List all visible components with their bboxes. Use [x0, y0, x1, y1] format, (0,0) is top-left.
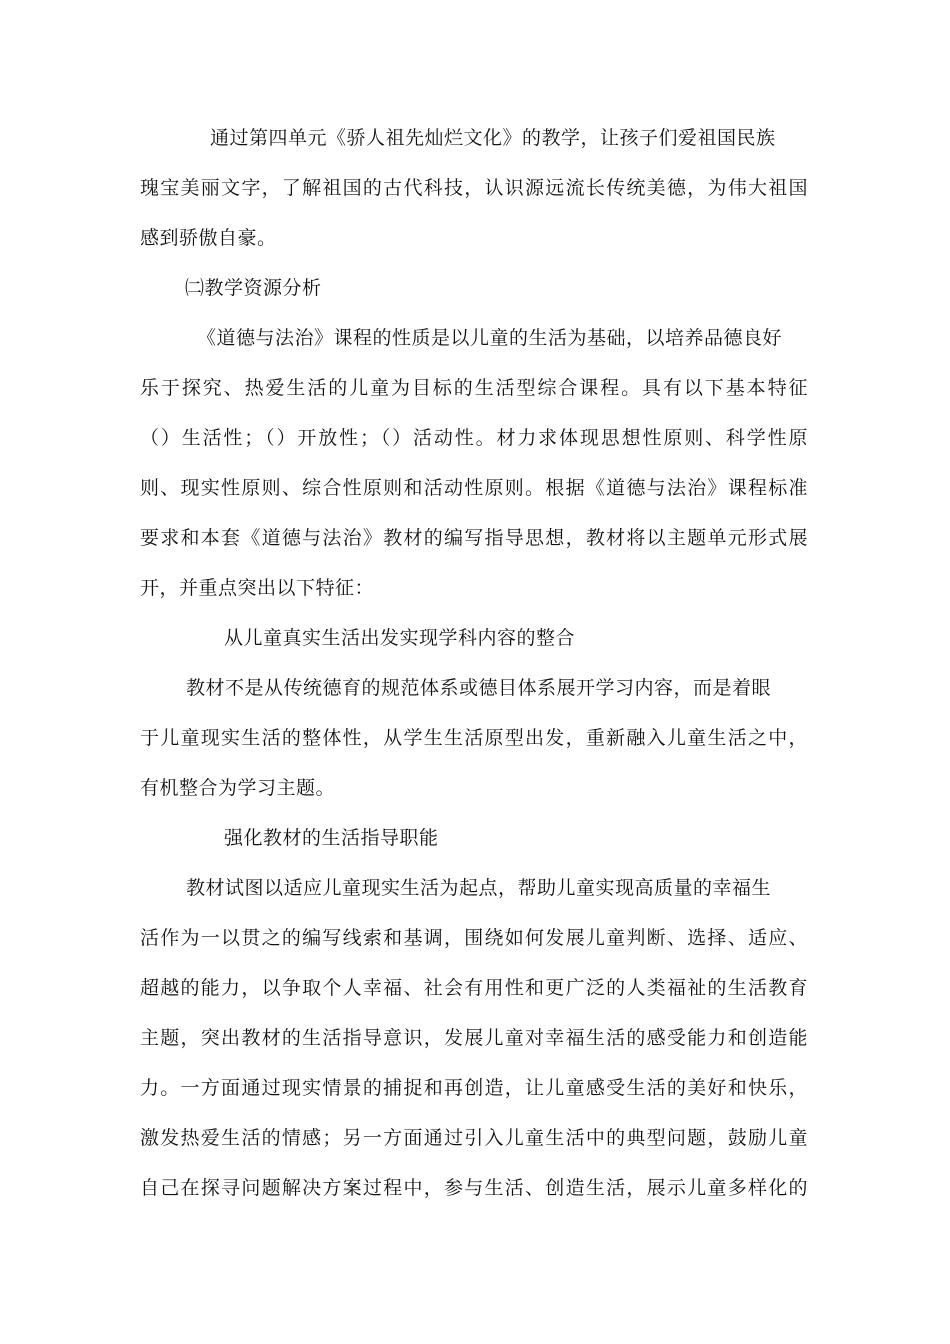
- paragraph-line: 乐于探究、热爱生活的儿童为目标的生活型综合课程。具有以下基本特征: [140, 377, 808, 399]
- paragraph-line: 力。一方面通过现实情景的捕捉和再创造，让儿童感受生活的美好和快乐，: [140, 1077, 808, 1099]
- paragraph-line: 瑰宝美丽文字，了解祖国的古代科技，认识源远流长传统美德，为伟大祖国: [140, 177, 808, 199]
- paragraph-line: 于儿童现实生活的整体性，从学生生活原型出发，重新融入儿童生活之中，: [140, 727, 808, 749]
- paragraph-line: 活作为一以贯之的编写线索和基调，围绕如何发展儿童判断、选择、适应、: [140, 927, 808, 949]
- section-heading: ㈡教学资源分析: [185, 277, 322, 299]
- subsection-heading: 强化教材的生活指导职能: [224, 827, 439, 849]
- paragraph-line: 则、现实性原则、综合性原则和活动性原则。根据《道德与法治》课程标准: [140, 477, 808, 499]
- paragraph-line: （）生活性；（）开放性；（）活动性。材力求体现思想性原则、科学性原: [140, 427, 808, 449]
- paragraph-line: 教材试图以适应儿童现实生活为起点，帮助儿童实现高质量的幸福生: [186, 877, 772, 899]
- paragraph-line: 通过第四单元《骄人祖先灿烂文化》的教学，让孩子们爱祖国民族: [210, 127, 776, 149]
- paragraph-line: 开，并重点突出以下特征：: [140, 577, 375, 599]
- paragraph-line: 自己在探寻问题解决方案过程中，参与生活、创造生活，展示儿童多样化的: [140, 1177, 808, 1199]
- subsection-heading: 从儿童真实生活出发实现学科内容的整合: [224, 627, 576, 649]
- paragraph-line: 教材不是从传统德育的规范体系或德目体系展开学习内容，而是着眼: [186, 677, 772, 699]
- paragraph-line: 主题，突出教材的生活指导意识，发展儿童对幸福生活的感受能力和创造能: [140, 1027, 808, 1049]
- paragraph-line: 有机整合为学习主题。: [140, 777, 336, 799]
- paragraph-line: 《道德与法治》课程的性质是以儿童的生活为基础，以培养品德良好: [197, 327, 783, 349]
- paragraph-line: 超越的能力，以争取个人幸福、社会有用性和更广泛的人类福祉的生活教育: [140, 977, 808, 999]
- paragraph-line: 激发热爱生活的情感；另一方面通过引入儿童生活中的典型问题，鼓励儿童: [140, 1127, 808, 1149]
- paragraph-line: 感到骄傲自豪。: [140, 227, 277, 249]
- paragraph-line: 要求和本套《道德与法治》教材的编写指导思想，教材将以主题单元形式展: [140, 527, 808, 549]
